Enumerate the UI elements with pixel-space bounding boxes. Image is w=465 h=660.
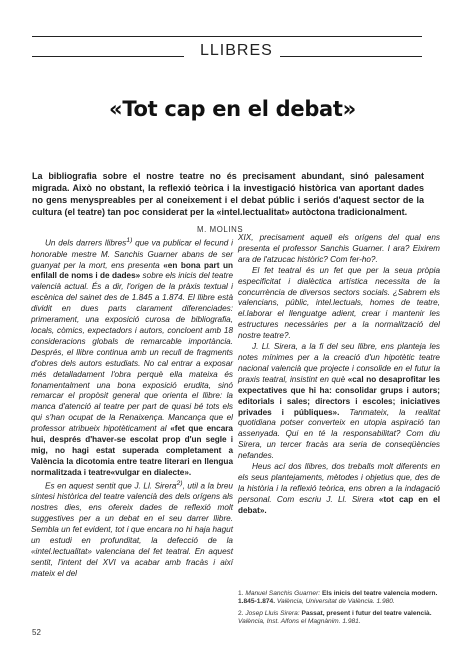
- article-author: M. MOLINS: [197, 225, 244, 234]
- page-number: 52: [32, 628, 41, 637]
- paragraph: El fet teatral és un fet que per la seua pròpia especificitat i dialèctica artística necessita de la concurrència de diversos sectors socials. ¿Sabrem els valencians, públic, intel.lectuals, homes de teatre, el.laborar el llenguatge adient, crear i mantenir les estructures necessàries per a la normalització del nostre teatre?.: [238, 265, 440, 341]
- section-heading: LLIBRES: [200, 42, 273, 59]
- footnotes: [238, 590, 442, 629]
- left-column: [31, 236, 233, 580]
- paragraph: Un dels darrers llibres$^{1)}$ que va publicar el fecund i honorable mestre M. Sanchis Guarner abans de ser guanyat per la mort, ens presenta «en bona part un enfilall de noms i de dades» sobre els inicis del teatre valencià actual. És a dir, l'origen de la pràxis textual i escènica del sainet des de 1.845 a 1.874. El llibre està dividit en dues parts clarament diferenciades: primerament, una exposició curosa de bibliografia, locals, còmics, expectadors i autors, concloent amb 18 consideracions globals de remarcable importància. Després, el llibre continua amb un recull de fragments d'obres dels autors estudiats. No cal entrar a exposar més detalladament l'obra perquè ella mateixa és fonamentalment una bona exposició erudita, sinó remarcar el propòsit general que orienta el llibre: la manca d'atenció al teatre per part de quasi bé tots els qui s'han ocupat de la Renaixença. Mancança que el professor atribueix hipotèticament al «fet que encara hui, després d'haver-se escolat prop d'un segle i mig, no hagi estat superada completament a València la dicotomia entre teatre literari en llengua normalitzada i teatre«vulgar en dialecte».: [31, 237, 233, 477]
- header-rule-left: [32, 56, 184, 57]
- article-intro: La bibliografia sobre el nostre teatre no és precisament abundant, sinó palesament migrada. Això no obstant, la reflexió teòrica i la investigació històrica van aportant dades no gens menyspreables per al coneixement i el debat públic i seriós d'aquest sector de la cultura (el teatre) tan poc considerat per la «intel.lectualitat» autòctona tradicionalment.: [32, 171, 424, 217]
- right-column: [238, 233, 440, 517]
- footnote: 2. Josep Lluis Sirera: Passat, present i futur del teatre valencià. València, Inst. Alfons el Magnànim. 1.981.: [238, 609, 432, 625]
- footnote: 1. Manuel Sanchis Guarner: Els inicis del teatre valencia modern. 1.845-1.874. València, Universitat de València. 1.980.: [238, 590, 438, 606]
- top-rule: [32, 36, 422, 37]
- paragraph: XIX, precisament aquell els orígens del qual ens presenta el professor Sanchis Guarner. I ara? Eixirem ara de l'atzucac històric? Com fer-ho?.: [238, 233, 440, 264]
- article-title: «Tot cap en el debat»: [109, 97, 356, 121]
- paragraph: J. Ll. Sirera, a la fi del seu llibre, ens planteja les notes mínimes per a la creació d'un hipotètic teatre nacional valencià que projecte i consolide en el futur la praxis teatral, insistint en què «cal no desaprofitar les expectatives que hi ha: consolidar grups i autors; editorials i sales; directors i escoles; iniciatives privades i públiques». Tanmateix, la realitat quotidiana potser converteix en utopia aspiració tan assenyada. Qui en té la responsabilitat? Com diu Sirera, un tercer fracàs ara seria de conseqüències nefandes.: [238, 342, 440, 461]
- footnote-ref: 1): [126, 237, 133, 244]
- paragraph: Es en aquest sentit que J. Ll. Sirera$^{2)}$, util a la breu síntesi històrica del teatre valencià des dels orígens als nostres dies, ens ofereix dades de reflexió molt suggestives per a un debat en el seu darrer llibre. Sembla un fet evident, tot i que encara no hi haja hagut un estudi en profunditat, la defecció de la «intel.lectualitat» valenciana del fet teatral. En aquest sentit, l'intent del XVI va acabar amb fracàs i així mateix el del: [31, 479, 233, 578]
- paragraph: Heus ací dos llibres, dos treballs molt diferents en els seus plantejaments, mètodes i objetius que, des de la història i la reflexió teòrica, ens obren a la indagació personal. Com escriu J. Ll. Sirera «tot cap en el debat».: [238, 462, 441, 515]
- footnote-ref: 2): [176, 479, 183, 487]
- header-rule-right: [280, 56, 422, 57]
